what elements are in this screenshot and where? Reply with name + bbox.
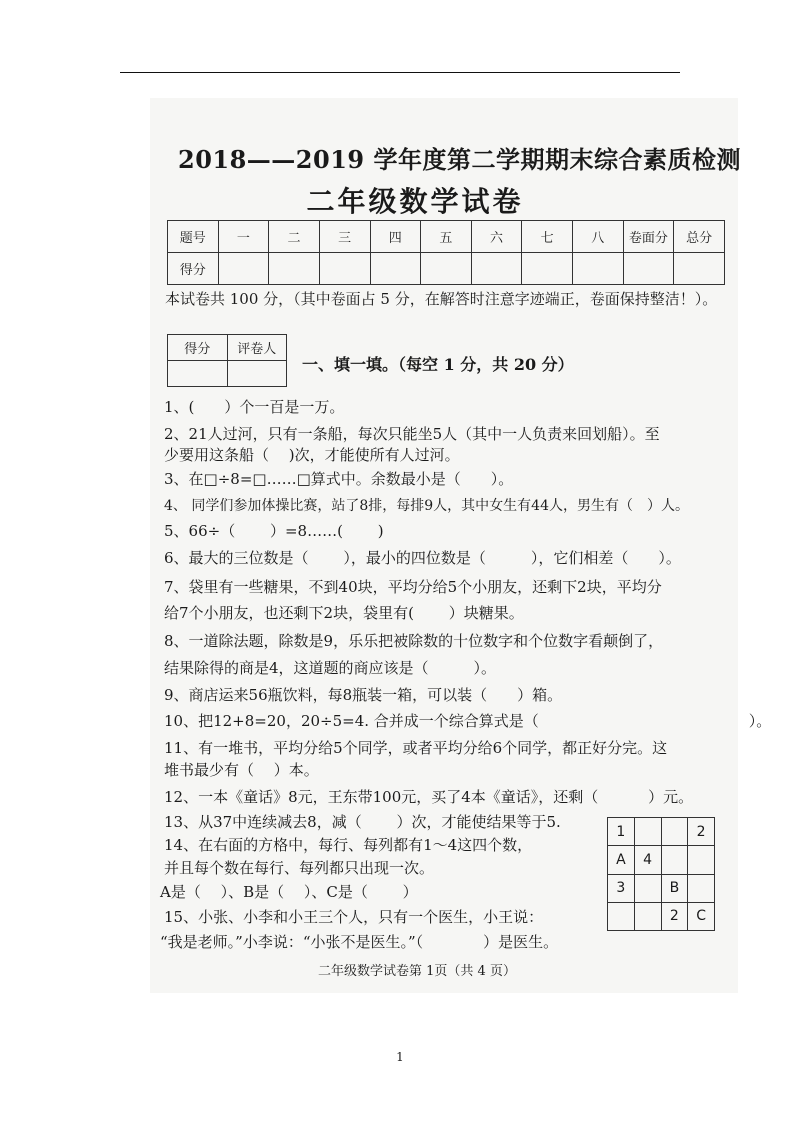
score-entry-cell[interactable] xyxy=(471,253,522,285)
score-header-cell: 三 xyxy=(319,221,370,253)
score-header-cell: 六 xyxy=(471,221,522,253)
section-heading: 一、填一填。（每空 1 分，共 20 分） xyxy=(302,355,574,374)
score-table xyxy=(167,220,725,285)
grader-name-label: 评卷人 xyxy=(227,335,287,361)
grid-cell xyxy=(688,846,715,874)
grader-score-label: 得分 xyxy=(168,335,228,361)
score-entry-cell[interactable] xyxy=(674,253,725,285)
page-number: 1 xyxy=(396,1050,404,1064)
grid-cell xyxy=(688,874,715,902)
question-line: 4、 同学们参加体操比赛，站了8排，每排9人，其中女生有44人，男生有（ ）人。 xyxy=(164,498,689,514)
question-line: 11、有一堆书，平均分给5个同学，或者平均分给6个同学，都正好分完。这 xyxy=(164,739,668,757)
score-entry-cell[interactable] xyxy=(218,253,269,285)
score-entry-cell[interactable] xyxy=(623,253,674,285)
grid-cell xyxy=(634,902,661,930)
grid-cell: C xyxy=(688,902,715,930)
score-entry-cell[interactable] xyxy=(319,253,370,285)
score-header-cell: 七 xyxy=(522,221,573,253)
question-line: 1、( ）个一百是一万。 xyxy=(164,398,345,416)
question-line: 6、最大的三位数是（ ），最小的四位数是（ ），它们相差（ ）。 xyxy=(164,549,681,567)
question-line: 9、商店运来56瓶饮料，每8瓶装一箱，可以装（ ）箱。 xyxy=(164,686,563,704)
score-header-cell: 八 xyxy=(573,221,624,253)
score-entry-cell[interactable] xyxy=(421,253,472,285)
question-line: 13、从37中连续减去8，减（ ）次，才能使结果等于5. xyxy=(164,813,561,831)
grid-cell: 1 xyxy=(608,818,635,846)
latin-square-grid xyxy=(607,817,715,931)
question-line: 少要用这条船（ )次，才能使所有人过河。 xyxy=(164,446,460,464)
score-entry-cell[interactable] xyxy=(269,253,320,285)
exam-subtitle: 二年级数学试卷 xyxy=(306,185,524,218)
question-line: 15、小张、小李和小王三个人，只有一个医生，小王说： xyxy=(164,908,544,926)
question-line: 7、袋里有一些糖果，不到40块，平均分给5个小朋友，还剩下2块，平均分 xyxy=(164,578,662,596)
score-entry-cell[interactable] xyxy=(370,253,421,285)
score-header-cell: 卷面分 xyxy=(623,221,674,253)
grid-cell: 2 xyxy=(688,818,715,846)
score-table-score-row xyxy=(168,253,725,285)
grid-cell: A xyxy=(608,846,635,874)
grid-cell: B xyxy=(661,874,688,902)
question-line: 8、一道除法题，除数是9，乐乐把被除数的十位数字和个位数字看颠倒了， xyxy=(164,632,664,650)
grid-cell xyxy=(634,874,661,902)
grid-cell xyxy=(634,818,661,846)
score-header-cell: 二 xyxy=(269,221,320,253)
question-line: 给7个小朋友，也还剩下2块，袋里有( ）块糖果。 xyxy=(164,604,524,622)
grid-cell: 2 xyxy=(661,902,688,930)
grid-cell: 4 xyxy=(634,846,661,874)
question-line: 堆书最少有（ ）本。 xyxy=(164,761,319,779)
score-header-cell: 四 xyxy=(370,221,421,253)
score-header-cell: 一 xyxy=(218,221,269,253)
question-line: 2、21人过河，只有一条船，每次只能坐5人（其中一人负责来回划船）。至 xyxy=(164,425,660,443)
question-line: 12、一本《童话》8元，王东带100元，买了4本《童话》，还剩（ ）元。 xyxy=(164,788,694,806)
exam-instructions: 本试卷共 100 分，（其中卷面占 5 分，在解答时注意字迹端正，卷面保持整洁！）。 xyxy=(165,290,718,308)
grader-name-cell[interactable] xyxy=(227,361,287,387)
question-line: 结果除得的商是4，这道题的商应该是（ ）。 xyxy=(164,659,497,677)
score-table-header-row xyxy=(168,221,725,253)
exam-title: 2018——2019 学年度第二学期期末综合素质检测 xyxy=(178,145,741,174)
question-line: A是（ ）、B是（ ）、C是（ ） xyxy=(160,883,418,901)
grid-cell xyxy=(661,818,688,846)
grid-cell: 3 xyxy=(608,874,635,902)
question-line: 3、在□÷8=□……□算式中。余数最小是（ ）。 xyxy=(164,470,514,488)
grader-table xyxy=(167,334,287,387)
question-line: 5、66÷（ ）=8……( ) xyxy=(164,522,384,540)
question-line: “我是老师。”小李说：“小张不是医生。”（ ）是医生。 xyxy=(160,933,559,951)
score-header-cell: 总分 xyxy=(674,221,725,253)
grader-score-cell[interactable] xyxy=(168,361,228,387)
question-line: 14、在右面的方格中，每行、每列都有1～4这四个数， xyxy=(164,836,533,854)
grid-cell xyxy=(608,902,635,930)
question-line: 10、把12+8=20，20÷5=4. 合并成一个综合算式是（ ）。 xyxy=(164,712,772,730)
score-entry-cell[interactable] xyxy=(573,253,624,285)
top-rule xyxy=(120,72,680,73)
score-header-cell: 题号 xyxy=(168,221,219,253)
score-header-cell: 五 xyxy=(421,221,472,253)
question-line: 并且每个数在每行、每列都只出现一次。 xyxy=(164,859,435,877)
score-row-label: 得分 xyxy=(168,253,219,285)
page-footer: 二年级数学试卷第 1页（共 4 页） xyxy=(318,964,516,979)
score-entry-cell[interactable] xyxy=(522,253,573,285)
grid-cell xyxy=(661,846,688,874)
